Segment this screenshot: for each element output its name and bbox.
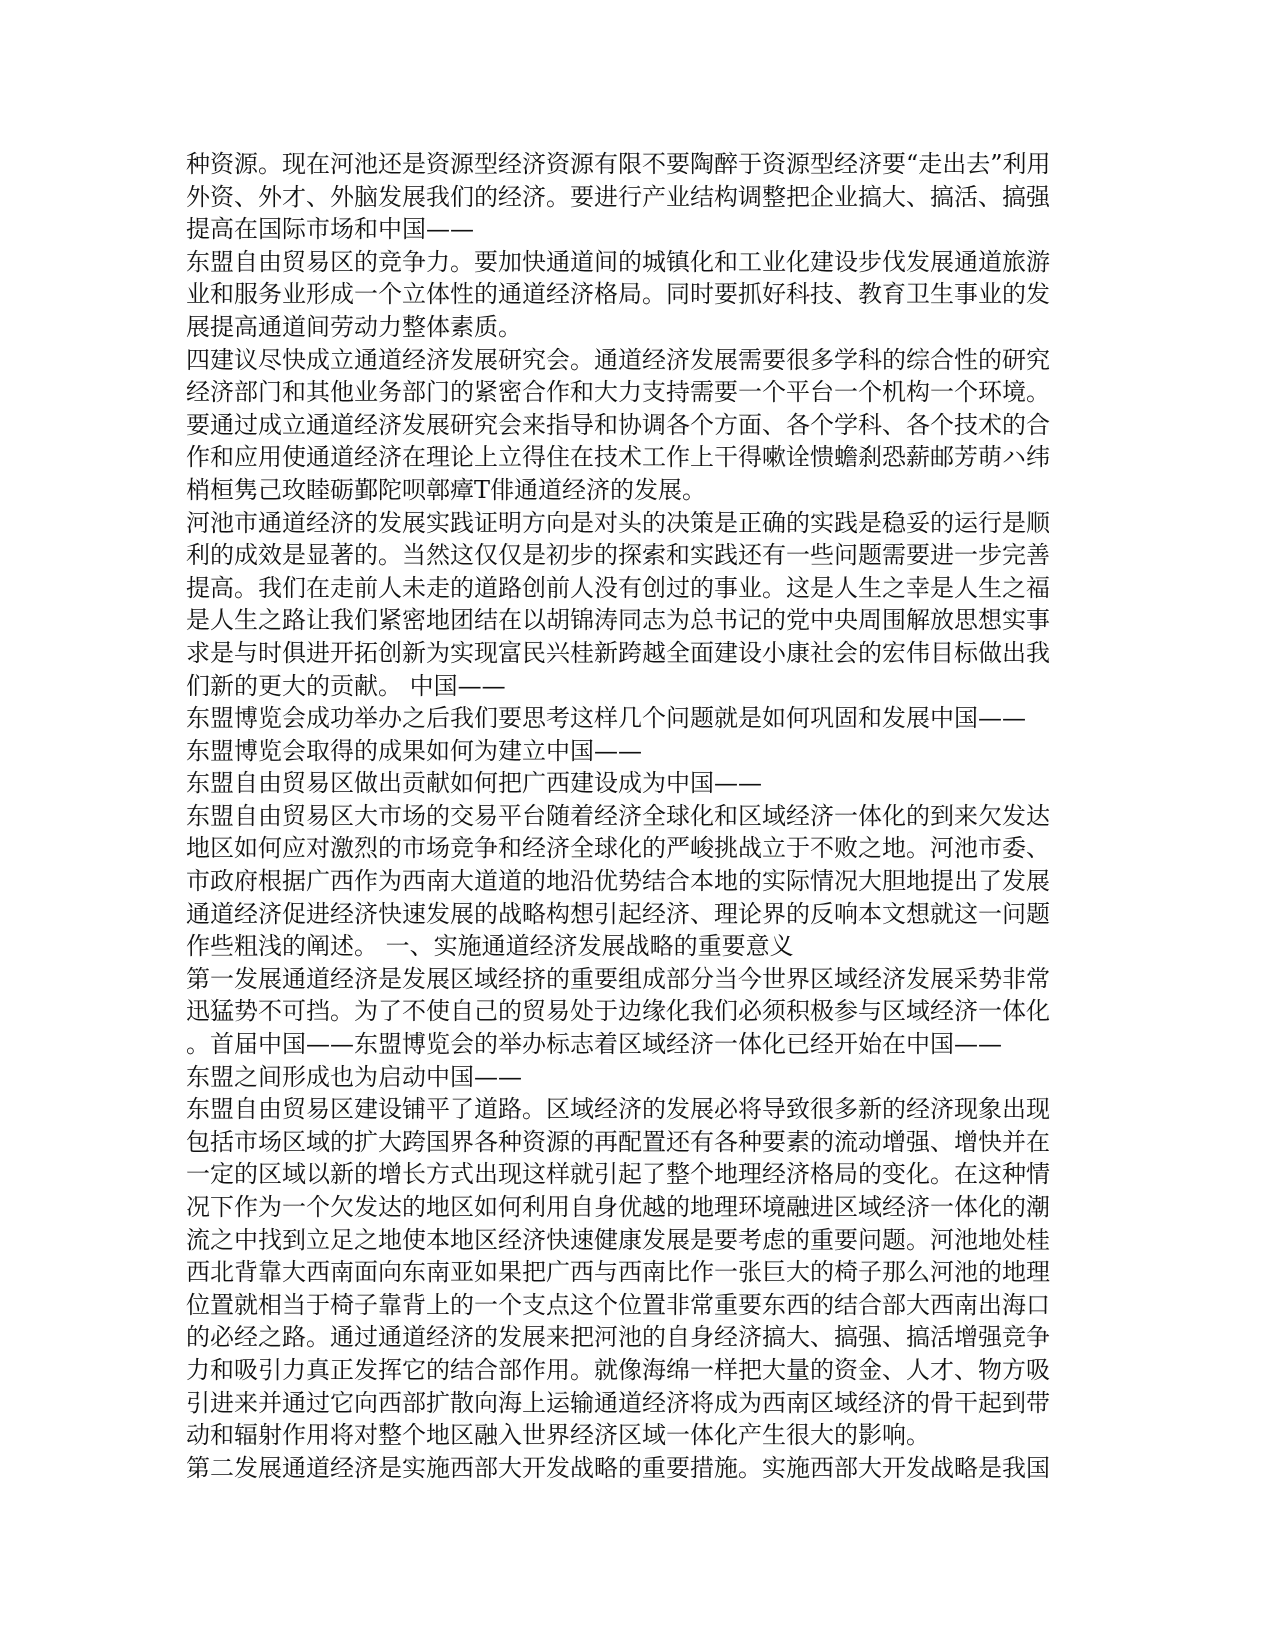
text-line: 东盟自由贸易区建设铺平了道路。区域经济的发展必将导致很多新的经济现象出现 [186,1095,1050,1124]
text-line: 是人生之路让我们紧密地团结在以胡锦涛同志为总书记的党中央周围解放思想实事 [186,606,1050,635]
text-line: 要通过成立通道经济发展研究会来指导和协调各个方面、各个学科、各个技术的合 [186,410,1050,439]
text-line: 迅猛势不可挡。为了不使自己的贸易处于边缘化我们必须积极参与区域经济一体化 [186,997,1050,1026]
text-line: 引进来并通过它向西部扩散向海上运输通道经济将成为西南区域经济的骨干起到带 [186,1388,1050,1417]
text-line: 力和吸引力真正发挥它的结合部作用。就像海绵一样把大量的资金、人才、物方吸 [186,1355,1050,1384]
text-line: 地区如何应对激烈的市场竞争和经济全球化的严峻挑战立于不败之地。河池市委、 [186,834,1050,863]
text-line: 第二发展通道经济是实施西部大开发战略的重要措施。实施西部大开发战略是我国 [186,1453,1050,1482]
text-line: 东盟自由贸易区的竞争力。要加快通道间的城镇化和工业化建设步伐发展通道旅游 [186,247,1050,276]
text-line: 河池市通道经济的发展实践证明方向是对头的决策是正确的实践是稳妥的运行是顺 [186,508,1050,537]
text-line: 流之中找到立足之地使本地区经济快速健康发展是要考虑的重要问题。河池地处桂 [186,1225,1050,1254]
text-line: 提高在国际市场和中国—— [186,215,474,244]
text-line: 提高。我们在走前人未走的道路创前人没有创过的事业。这是人生之幸是人生之福 [186,573,1050,602]
text-line: 外资、外才、外脑发展我们的经济。要进行产业结构调整把企业搞大、搞活、搞强 [186,182,1050,211]
text-line: 东盟博览会成功举办之后我们要思考这样几个问题就是如何巩固和发展中国—— [186,704,1026,733]
text-line: 通道经济促进经济快速发展的战略构想引起经济、理论界的反响本文想就这一问题 [186,899,1050,928]
text-line: 西北背靠大西南面向东南亚如果把广西与西南比作一张巨大的椅子那么河池的地理 [186,1258,1050,1287]
text-line: 东盟自由贸易区做出贡献如何把广西建设成为中国—— [186,769,762,798]
text-line: 们新的更大的贡献。 中国—— [186,671,506,700]
text-line: 。首届中国——东盟博览会的举办标志着区域经济一体化已经开始在中国—— [186,1030,1002,1059]
text-line: 的必经之路。通过通道经济的发展来把河池的自身经济搞大、搞强、搞活增强竞争 [186,1323,1050,1352]
text-line: 一定的区域以新的增长方式出现这样就引起了整个地理经济格局的变化。在这种情 [186,1160,1050,1189]
text-line: 第一发展通道经济是发展区域经挤的重要组成部分当今世界区域经济发展采势非常 [186,964,1050,993]
text-line: 经济部门和其他业务部门的紧密合作和大力支持需要一个平台一个机构一个环境。 [186,378,1050,407]
text-line: 业和服务业形成一个立体性的通道经济格局。同时要抓好科技、教育卫生事业的发 [186,280,1050,309]
text-line: 梢桓隽己玫睦砺鄞陀呗鄣瘴T俳通道经济的发展。 [186,475,707,504]
text-line: 求是与时俱进开拓创新为实现富民兴桂新跨越全面建设小康社会的宏伟目标做出我 [186,638,1050,667]
text-line: 作些粗浅的阐述。 一、实施通道经济发展战略的重要意义 [186,932,794,961]
text-line: 位置就相当于椅子靠背上的一个支点这个位置非常重要东西的结合部大西南出海口 [186,1290,1050,1319]
text-line: 况下作为一个欠发达的地区如何利用自身优越的地理环境融进区域经济一体化的潮 [186,1193,1050,1221]
text-line: 利的成效是显著的。当然这仅仅是初步的探索和实践还有一些问题需要进一步完善 [186,541,1050,570]
text-line: 种资源。现在河池还是资源型经济资源有限不要陶醉于资源型经济要“走出去”利用 [186,150,1051,178]
text-line: 东盟之间形成也为启动中国—— [186,1062,522,1091]
text-line: 东盟自由贸易区大市场的交易平台随着经济全球化和区域经济一体化的到来欠发达 [186,801,1050,830]
text-line: 四建议尽快成立通道经济发展研究会。通道经济发展需要很多学科的综合性的研究 [186,345,1050,374]
text-line: 展提高通道间劳动力整体素质。 [186,312,522,341]
text-line: 包括市场区域的扩大跨国界各种资源的再配置还有各种要素的流动增强、增快并在 [186,1127,1050,1156]
text-line: 动和辐射作用将对整个地区融入世界经济区域一体化产生很大的影响。 [186,1421,930,1450]
text-line: 市政府根据广西作为西南大道道的地沿优势结合本地的实际情况大胆地提出了发展 [186,867,1050,896]
body-text [186,148,1086,1484]
text-line: 作和应用使通道经济在理论上立得住在技术工作上干得嗽诠愦蟾刹恐薪邮芳萌ハ纬 [186,443,1050,472]
text-line: 东盟博览会取得的成果如何为建立中国—— [186,736,642,765]
